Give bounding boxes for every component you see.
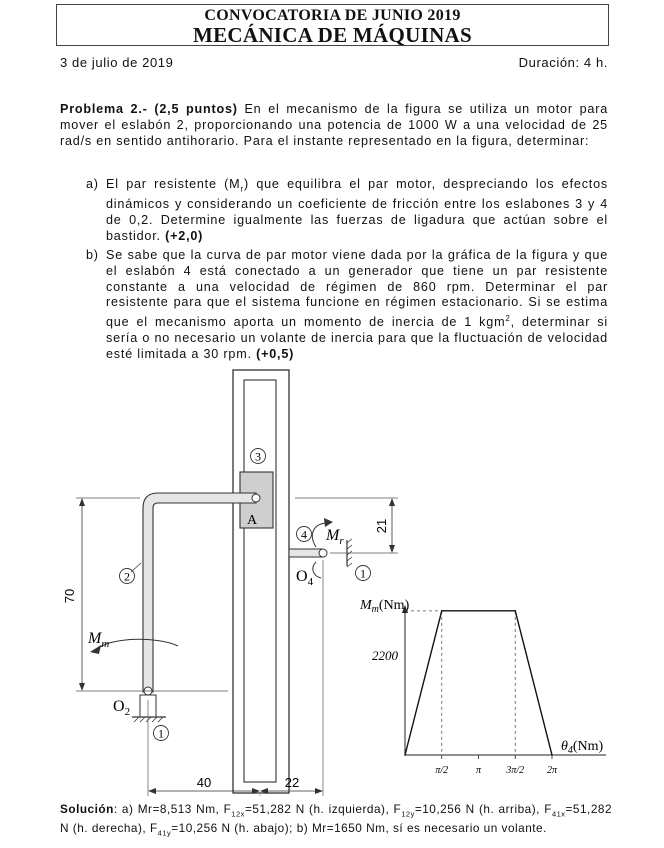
label-link3 — [251, 449, 266, 464]
part-a-text: El par resistente $(M_r)$ que equilibra el par motor, despreciando los efectos dinámicos y considerando un coeficiente de fricción entre los eslabones 3 y 4 de 0,2. Determine igualmente las fuerzas de ligadura que actúan sobre el bastidor. (+2,0) — [106, 177, 609, 243]
svg-text:1: 1 — [360, 566, 366, 581]
svg-text:3: 3 — [255, 449, 261, 464]
torque-chart — [359, 598, 606, 776]
chart-x-tick-label-3: 3π/2 — [506, 765, 525, 776]
solution-label: Solución — [60, 802, 114, 816]
label-link1-right — [356, 566, 371, 581]
chart-x-tick-label-1: π/2 — [435, 765, 449, 776]
chart-point-0 — [404, 754, 406, 756]
chart-y-label: $M_m(Nm)$ — [360, 598, 410, 615]
chart-point-2 — [514, 610, 516, 612]
moment-mr-arrow — [312, 523, 326, 547]
label-o4: $O_4$ — [296, 568, 314, 588]
chart-x-tick-label-2: π — [475, 765, 482, 776]
svg-text:2: 2 — [124, 569, 130, 584]
chart-x-tick-label-4: 2π — [546, 765, 558, 776]
label-link1-bottom — [154, 726, 169, 741]
label-mm: $M_m$ — [88, 630, 110, 650]
link4-slot — [244, 380, 276, 782]
dim-21: 21 — [374, 518, 389, 534]
part-b-points: (+0,5) — [256, 346, 295, 361]
label-mr: $M_r$ — [326, 527, 344, 547]
pivot-o4 — [319, 549, 327, 557]
svg-text:1: 1 — [158, 726, 164, 741]
exam-session-title: CONVOCATORIA DE JUNIO 2019 — [204, 7, 461, 24]
label-link4 — [297, 527, 312, 542]
part-b-label: b) — [86, 248, 99, 262]
o2-ground-hatch — [134, 717, 163, 722]
svg-text:4: 4 — [301, 527, 307, 542]
solution: Solución: a) Mr=8,513 Nm, $F_{12x}=51,282$ N (h. izquierda), $F_{12y}=10,256$ N (h. arriba), $F_{41x}=51,282$ N (h. derecha), $F_{41y}=10,256$ N (h. abajo); b) Mr=1650 Nm, sí es necesario un volante. — [60, 802, 613, 838]
part-a-points: (+2,0) — [165, 228, 204, 243]
label-point-a: A — [246, 513, 258, 528]
link4-outer — [233, 370, 289, 793]
chart-series-line — [405, 611, 552, 755]
link2-arm — [143, 493, 256, 692]
course-title: MECÁNICA DE MÁQUINAS — [192, 23, 472, 47]
dim-22: 22 — [284, 775, 300, 790]
o4-arm — [289, 549, 323, 557]
part-a-label: a) — [86, 177, 99, 191]
part-b-text: Se sabe que la curva de par motor viene dada por la gráfica de la figura y que el eslabón 4 está conectado a un generador que tiene un par resistente constante a una velocidad de régimen de 860 rpm. Determinar el par resistente para que el sistema funcione en régimen estacionario. Si se estima que el mecanismo aporta un momento de inercia de 1 kgm$^2$, determinar si sería o no necesario un volante de inercia para que la fluctuación de velocidad esté limitada a 30 rpm. (+0,5) — [106, 248, 608, 361]
problem-title: Problema 2.- (2,5 puntos) — [60, 102, 238, 116]
dim-40: 40 — [196, 775, 212, 790]
chart-point-1 — [441, 610, 443, 612]
exam-duration: Duración: 4 h. — [518, 55, 608, 70]
problem-intro: En el mecanismo de la figura se utiliza un motor para mover el eslabón 2, proporcionando una potencia de 1000 W a una velocidad de 25 rad/s en sentido antihorario. Para el instante representado en la figura, determinar: — [60, 102, 608, 148]
exam-date: 3 de julio de 2019 — [60, 55, 174, 70]
chart-x-label: $\theta_4(Nm)$ — [561, 739, 604, 756]
chart-y-tick: 2200 — [372, 648, 398, 663]
pin-a — [252, 494, 260, 502]
dim-70: 70 — [62, 588, 77, 604]
label-o2: $O_2$ — [113, 698, 131, 718]
